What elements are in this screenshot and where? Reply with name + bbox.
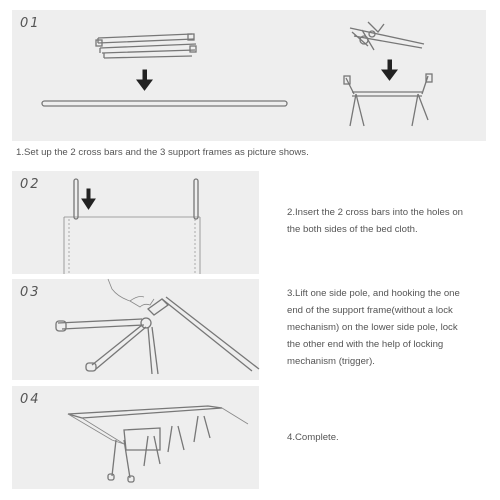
step-2-illustration xyxy=(12,171,259,274)
down-arrow-icon xyxy=(137,70,152,90)
step-4-caption: 4.Complete. xyxy=(287,432,339,443)
step-1-illustration xyxy=(12,10,486,141)
step-2-panel xyxy=(12,171,259,274)
folded-frame xyxy=(350,22,424,50)
support-frame-leg xyxy=(56,299,168,374)
step-4-number: 04 xyxy=(20,392,41,407)
cross-bar xyxy=(42,101,287,106)
support-frame xyxy=(344,74,432,126)
step-4-panel xyxy=(12,386,259,489)
step-1-number: 01 xyxy=(20,16,41,31)
step-3-number: 03 xyxy=(20,285,41,300)
step-2-caption: 2.Insert the 2 cross bars into the holes on the both sides of the bed cloth. xyxy=(287,207,463,235)
bar-bundle xyxy=(96,34,196,58)
hand xyxy=(108,279,154,307)
cross-bar-left xyxy=(74,179,78,219)
step-3-illustration xyxy=(12,279,259,380)
step-1-caption: 1.Set up the 2 cross bars and the 3 support frames as picture shows. xyxy=(16,147,309,158)
step-3-caption: 3.Lift one side pole, and hooking the one end of the support frame(without a lock mechanism) on the lower side pole, lock the other end with the help of locking mechanism (trigger). xyxy=(287,288,460,367)
step-3-panel xyxy=(12,279,259,380)
bed-cloth xyxy=(64,217,200,274)
completed-cot xyxy=(68,406,248,482)
cross-bar-right xyxy=(194,179,198,219)
down-arrow-icon xyxy=(382,60,397,80)
step-1-panel xyxy=(12,10,486,141)
down-arrow-icon xyxy=(82,189,95,209)
step-2-number: 02 xyxy=(20,177,41,192)
side-pole xyxy=(162,297,259,371)
step-4-illustration xyxy=(12,386,259,489)
